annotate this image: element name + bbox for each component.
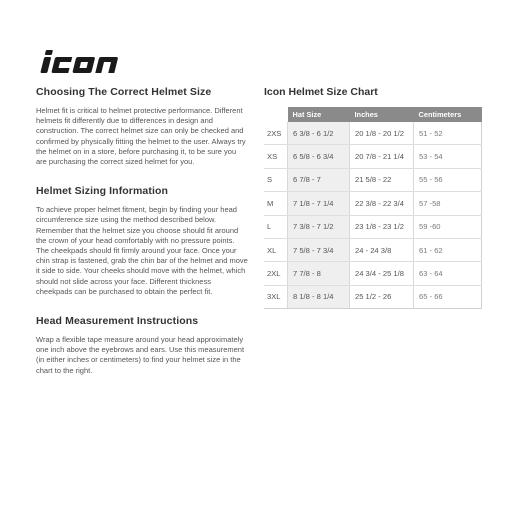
centimeters-cell: 51 - 52 <box>414 122 482 145</box>
hat-size-cell: 6 3/8 - 6 1/2 <box>288 122 350 145</box>
section-body-sizing-info: To achieve proper helmet fitment, begin by finding your head circumference size using the method described below. Remember that the helmet size you choose should fit around the crown of your head comfortably with no pressure points. The cheekpads should fit firmly around your face. Once your chin strap is fastened, grab the chin bar of the helmet and move it side to side. Your cheeks should move with the helmet, which should not slide across your face. Different thickness cheekpads can be purchased to obtain the perfect fit. <box>36 205 248 296</box>
size-chart-header-row <box>264 107 482 122</box>
inches-cell: 20 7/8 - 21 1/4 <box>350 145 414 168</box>
table-row <box>264 262 482 285</box>
header-blank-cell <box>264 107 288 122</box>
inches-cell: 22 3/8 - 22 3/4 <box>350 192 414 215</box>
header-hat-size: Hat Size <box>288 107 350 122</box>
centimeters-cell: 57 -58 <box>414 192 482 215</box>
inches-cell: 25 1/2 - 26 <box>350 285 414 308</box>
centimeters-cell: 63 - 64 <box>414 262 482 285</box>
header-centimeters: Centimeters <box>414 107 482 122</box>
hat-size-cell: 7 1/8 - 7 1/4 <box>288 192 350 215</box>
hat-size-cell: 7 3/8 - 7 1/2 <box>288 215 350 238</box>
hat-size-cell: 7 5/8 - 7 3/4 <box>288 238 350 261</box>
size-label: XS <box>264 145 288 168</box>
header-inches: Inches <box>350 107 414 122</box>
left-column <box>36 86 248 376</box>
centimeters-cell: 65 - 66 <box>414 285 482 308</box>
size-label: 2XL <box>264 262 288 285</box>
section-title-head-measurement: Head Measurement Instructions <box>36 315 199 328</box>
section-body-head-measurement: Wrap a flexible tape measure around your head approximately one inch above the eyebrows and ears. Use this measurement (in either inches or centimeters) to find your helmet size in the chart to the right. <box>36 335 245 375</box>
size-label: XL <box>264 238 288 261</box>
table-row <box>264 285 482 308</box>
inches-cell: 23 1/8 - 23 1/2 <box>350 215 414 238</box>
size-chart-panel <box>264 86 484 309</box>
size-label: S <box>264 168 288 191</box>
hat-size-cell: 6 5/8 - 6 3/4 <box>288 145 350 168</box>
hat-size-cell: 8 1/8 - 8 1/4 <box>288 285 350 308</box>
size-label: 2XS <box>264 122 288 145</box>
size-chart-table <box>264 107 482 309</box>
hat-size-cell: 6 7/8 - 7 <box>288 168 350 191</box>
hat-size-cell: 7 7/8 - 8 <box>288 262 350 285</box>
centimeters-cell: 61 - 62 <box>414 238 482 261</box>
inches-cell: 21 5/8 - 22 <box>350 168 414 191</box>
icon-brand-logo <box>38 50 134 74</box>
inches-cell: 20 1/8 - 20 1/2 <box>350 122 414 145</box>
table-row <box>264 215 482 238</box>
inches-cell: 24 - 24 3/8 <box>350 238 414 261</box>
section-title-sizing-info: Helmet Sizing Information <box>36 185 169 198</box>
centimeters-cell: 55 - 56 <box>414 168 482 191</box>
size-label: M <box>264 192 288 215</box>
table-row <box>264 168 482 191</box>
table-row <box>264 122 482 145</box>
inches-cell: 24 3/4 - 25 1/8 <box>350 262 414 285</box>
table-row <box>264 192 482 215</box>
section-body-choosing: Helmet fit is critical to helmet protective performance. Different helmets fit differently due to differences in design and construction. The correct helmet size can only be checked and confirmed by physically fitting the helmet to the user. Always try the helmet on in a store, before purchasing it, to be sure you are purchasing the correct sized helmet for you. <box>36 106 246 167</box>
table-row <box>264 145 482 168</box>
section-title-choosing: Choosing The Correct Helmet Size <box>36 86 212 98</box>
centimeters-cell: 53 - 54 <box>414 145 482 168</box>
size-label: 3XL <box>264 285 288 308</box>
size-label: L <box>264 215 288 238</box>
table-row <box>264 238 482 261</box>
size-chart-title: Icon Helmet Size Chart <box>264 86 378 98</box>
centimeters-cell: 59 -60 <box>414 215 482 238</box>
